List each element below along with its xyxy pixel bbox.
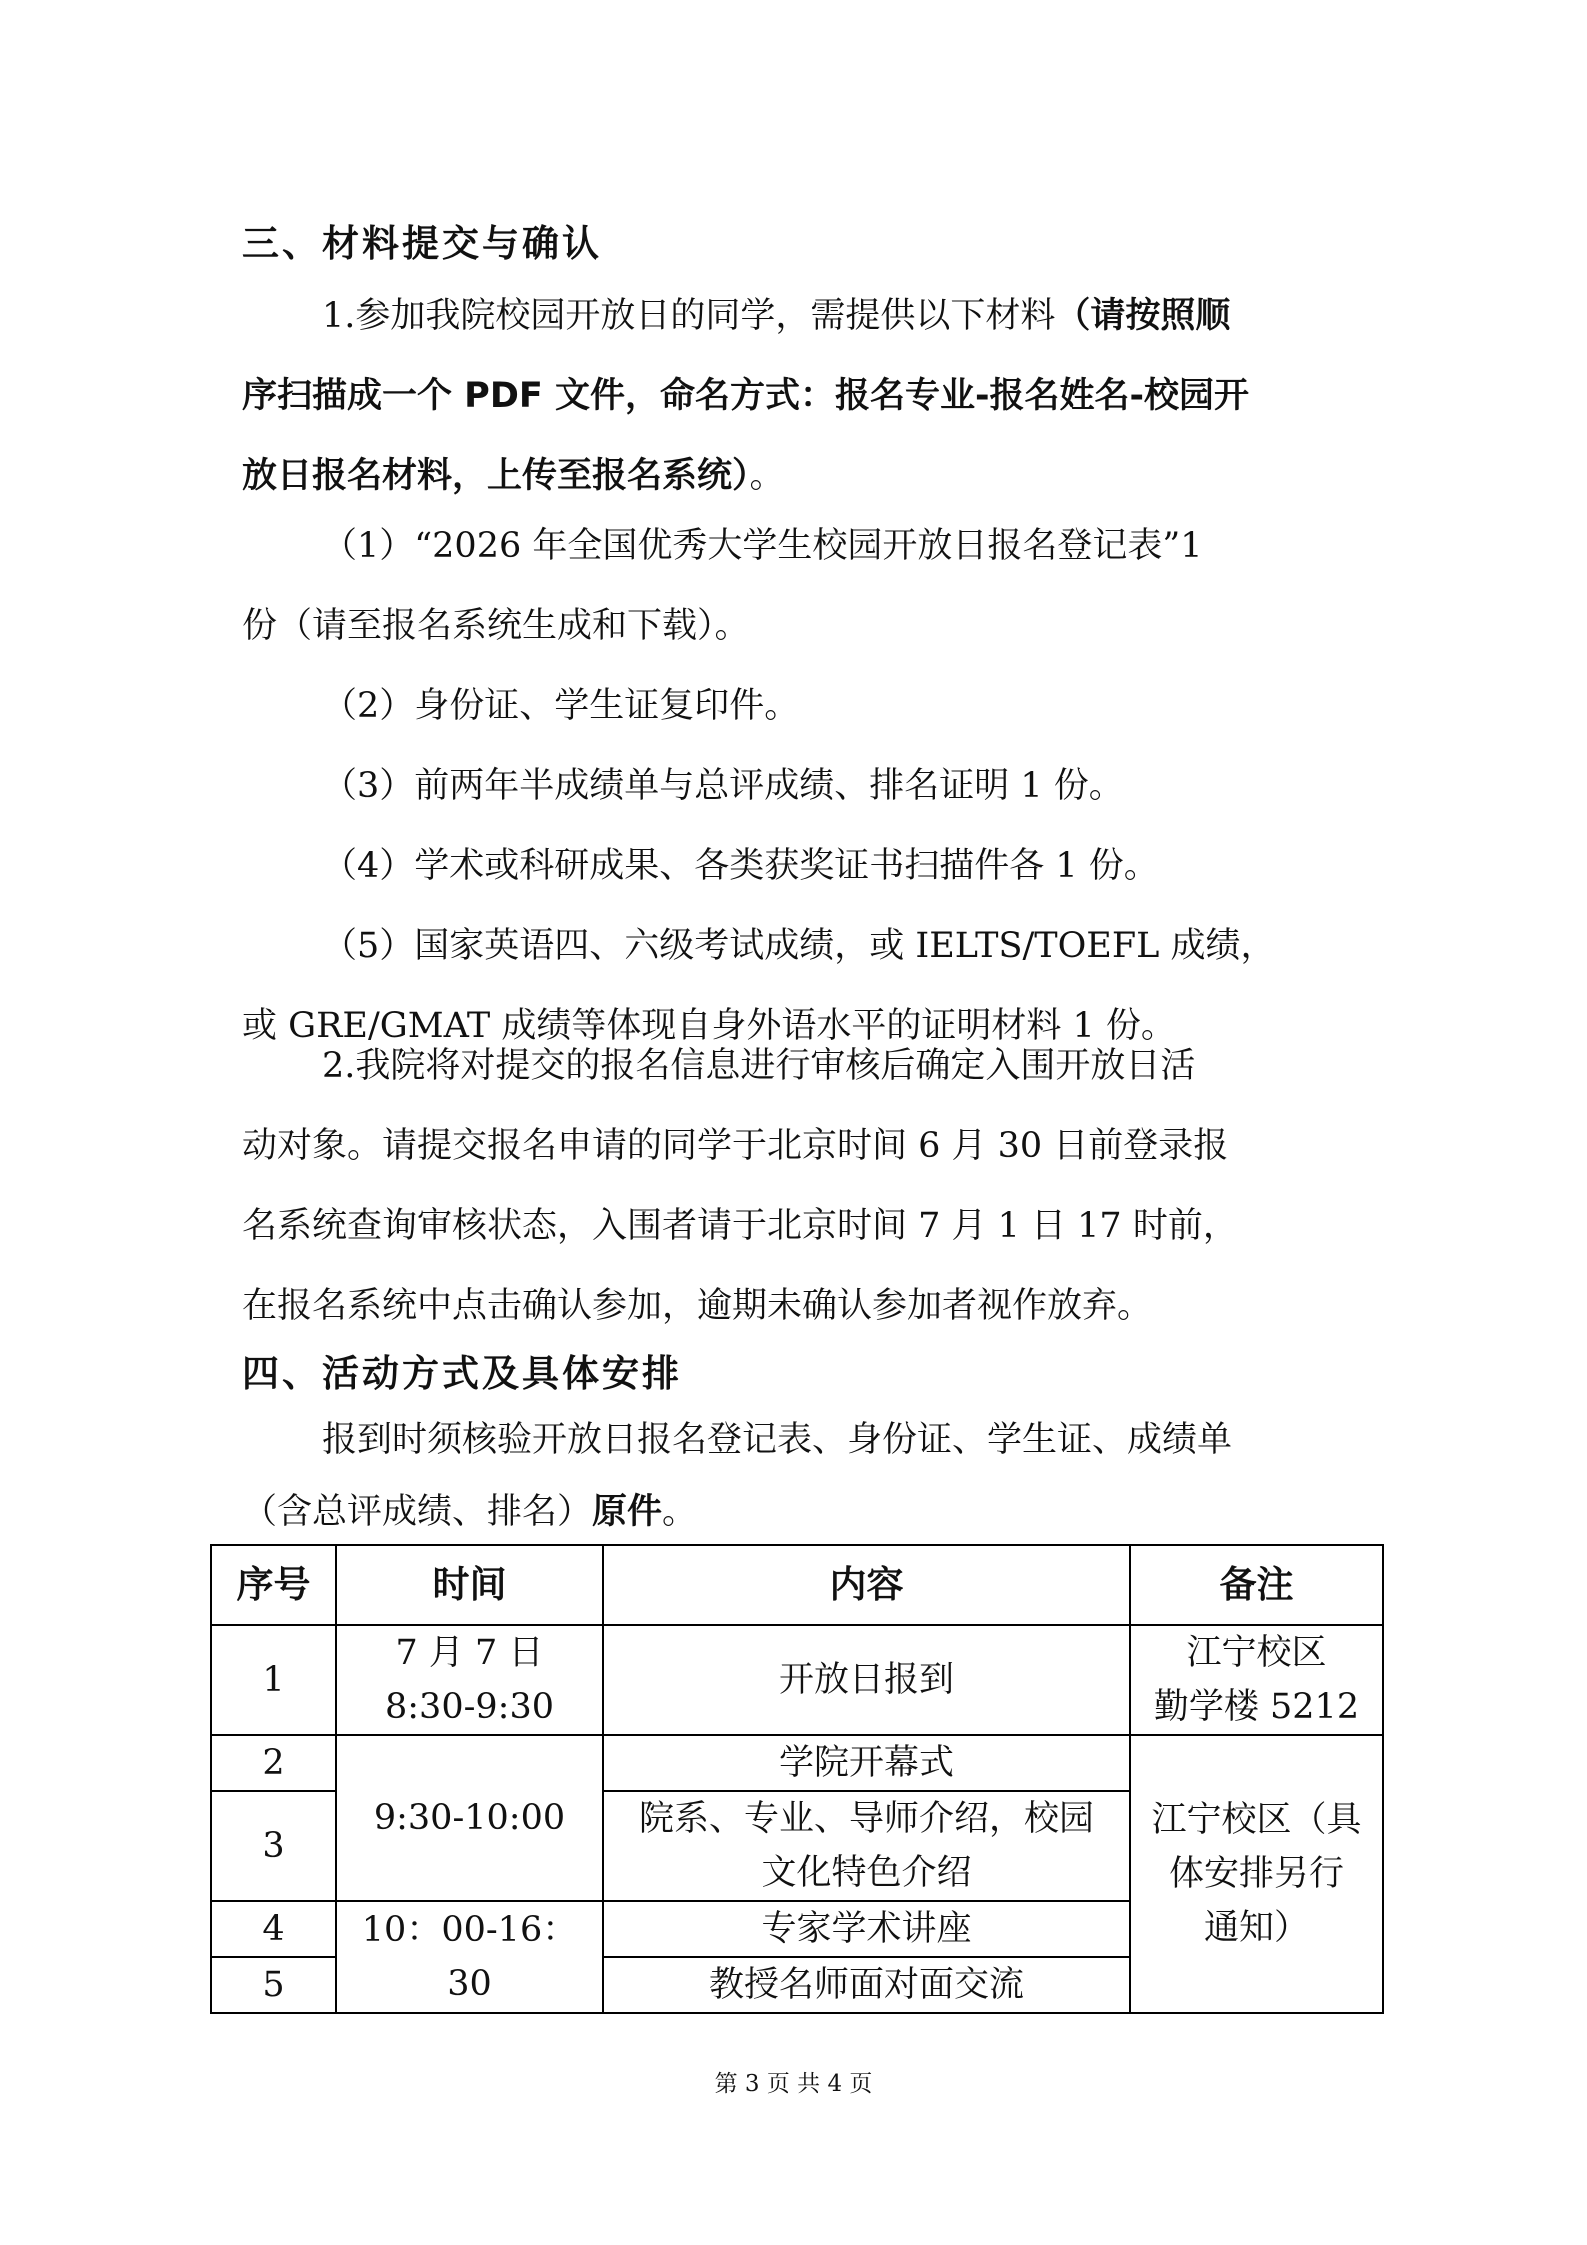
- page-footer: 第 3 页 共 4 页: [714, 2071, 873, 2097]
- row-1-content: 开放日报到: [603, 1625, 1130, 1735]
- row-1-time-date: 7 月 7 日: [395, 1633, 544, 1673]
- row-5-content: 教授名师面对面交流: [603, 1957, 1130, 2013]
- item-2-line-2: 动对象。请提交报名申请的同学于北京时间 6 月 30 日前登录报: [242, 1126, 1229, 1166]
- section-3-item-1: [242, 276, 1360, 516]
- row-2-no: 2: [211, 1735, 336, 1791]
- row-1-note-room: 勤学楼 5212: [1153, 1687, 1360, 1727]
- header-content: 内容: [603, 1545, 1130, 1625]
- note-line-3: 通知）: [1203, 1908, 1309, 1948]
- row-1-no: 1: [211, 1625, 336, 1735]
- material-5-line-1: （5）国家英语四、六级考试成绩，或 IELTS/TOEFL 成绩，: [322, 926, 1276, 966]
- section-4-intro: [242, 1400, 1360, 1544]
- row-1-time-range: 8:30-9:30: [384, 1687, 555, 1727]
- row-2-5-note: [1130, 1735, 1383, 2013]
- intro-period: 。: [662, 1492, 698, 1532]
- item-1-bold-start: （请按照顺: [1055, 296, 1231, 336]
- intro-bold: 原件: [592, 1492, 663, 1532]
- row-1-time: [336, 1625, 603, 1735]
- item-1-line-1: [242, 276, 1360, 356]
- row-4-content: 专家学术讲座: [603, 1901, 1130, 1957]
- section-3-heading: 三、材料提交与确认: [242, 222, 602, 265]
- row-3-content: [603, 1791, 1130, 1901]
- intro-text: （含总评成绩、排名）: [242, 1492, 593, 1532]
- item-1-text: 1.参加我院校园开放日的同学，需提供以下材料: [322, 296, 1056, 336]
- material-5-line-2: 或 GRE/GMAT 成绩等体现自身外语水平的证明材料 1 份。: [242, 1006, 1176, 1046]
- row-4-5-time: 10：00-16：30: [336, 1901, 603, 2013]
- row-1-note-campus: 江宁校区: [1186, 1633, 1327, 1673]
- item-1-period: 。: [749, 456, 785, 496]
- item-2-line-3: 名系统查询审核状态，入围者请于北京时间 7 月 1 日 17 时前，: [242, 1206, 1238, 1246]
- row-3-content-line-1: 院系、专业、导师介绍，校园: [638, 1799, 1094, 1839]
- row-4-no: 4: [211, 1901, 336, 1957]
- material-2: （2）身份证、学生证复印件。: [322, 686, 800, 726]
- row-2-3-time: 9:30-10:00: [336, 1735, 603, 1901]
- item-2-line-4: 在报名系统中点击确认参加，逾期未确认参加者视作放弃。: [242, 1286, 1153, 1326]
- table-row: [211, 1735, 1383, 1791]
- material-3: （3）前两年半成绩单与总评成绩、排名证明 1 份。: [322, 766, 1124, 806]
- intro-line-1: 报到时须核验开放日报名登记表、身份证、学生证、成绩单: [322, 1420, 1233, 1460]
- material-1-line-1: （1）“2026 年全国优秀大学生校园开放日报名登记表”1: [322, 526, 1203, 566]
- table-header-row: [211, 1545, 1383, 1625]
- section-4-heading: 四、活动方式及具体安排: [242, 1352, 682, 1395]
- row-3-no: 3: [211, 1791, 336, 1901]
- row-2-content: 学院开幕式: [603, 1735, 1130, 1791]
- row-5-no: 5: [211, 1957, 336, 2013]
- item-1-line-2: 序扫描成一个 PDF 文件，命名方式：报名专业-报名姓名-校园开: [242, 376, 1250, 416]
- materials-list: [242, 506, 1360, 1066]
- intro-line-2: [242, 1480, 1360, 1544]
- header-note: 备注: [1130, 1545, 1383, 1625]
- note-line-2: 体安排另行: [1168, 1854, 1344, 1894]
- item-2-line-1: 2.我院将对提交的报名信息进行审核后确定入围开放日活: [322, 1046, 1196, 1086]
- header-no: 序号: [211, 1545, 336, 1625]
- section-3-item-2: [242, 1026, 1360, 1346]
- note-line-1: 江宁校区（具: [1151, 1800, 1362, 1840]
- schedule-table: [210, 1544, 1384, 2014]
- item-1-line-3: [242, 436, 1360, 516]
- row-1-note: [1130, 1625, 1383, 1735]
- table-row: [211, 1625, 1383, 1735]
- material-4: （4）学术或科研成果、各类获奖证书扫描件各 1 份。: [322, 846, 1159, 886]
- material-1-line-2: 份（请至报名系统生成和下载）。: [242, 606, 750, 646]
- row-3-content-line-2: 文化特色介绍: [761, 1853, 972, 1893]
- item-1-bold-end: 放日报名材料，上传至报名系统）: [242, 456, 750, 496]
- header-time: 时间: [336, 1545, 603, 1625]
